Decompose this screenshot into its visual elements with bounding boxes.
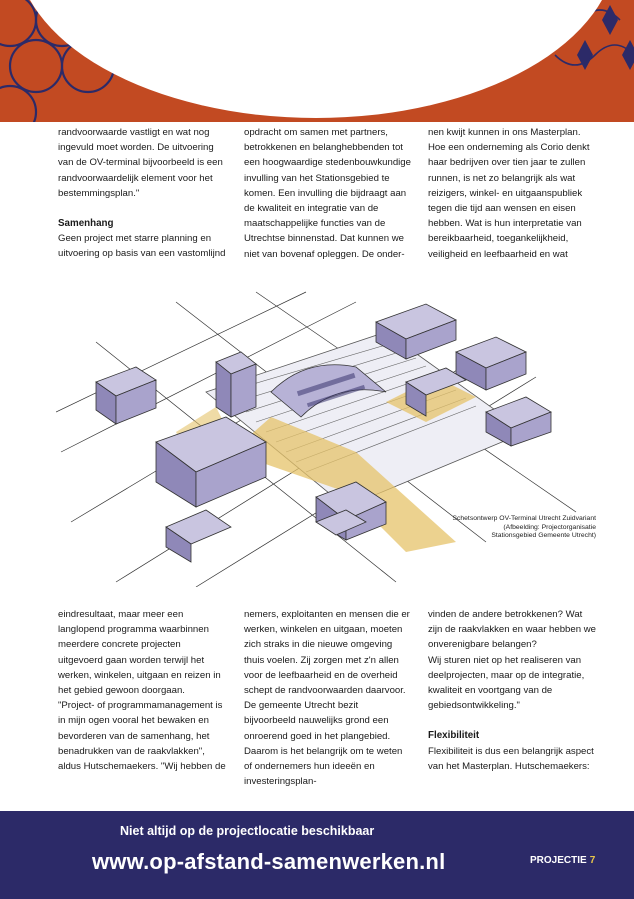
top-column-3 [428, 125, 596, 262]
paragraph: nen kwijt kunnen in ons Masterplan. Hoe een onderneming als Corio denkt haar bedrijven over tien jaar te zullen runnen, is net zo belangrijk als wat reizigers, winkel- en uitgaanspubliek tegen die tijd aan wensen en eisen hebben. Wat is hun interpretatie van bereikbaarheid, toegankelijkheid, veiligheid en leefbaarheid en wat [428, 127, 590, 260]
paragraph: Flexibiliteit is dus een belangrijk aspect van het Masterplan. Hutschemaekers: [428, 745, 594, 772]
paragraph: nemers, exploitanten en mensen die er werken, winkelen en uitgaan, moeten zich straks in die nieuwe omgeving thuis voelen. Zij zorgen met z'n allen voor de leefbaarheid en de overheid schept de randvoorwaarden daarvoor. De gemeente Utrecht bezit bijvoorbeeld nauwelijks grond een onroerend goed in het plangebied. Daarom is het belangrijk om te weten of ondernemers hun ideeën en investeringsplan- [244, 609, 410, 788]
brand-name: PROJECTIE [530, 855, 587, 866]
paragraph: vinden de andere betrokkenen? Wat zijn de raakvlakken en waar hebben we onverenigbare belangen? [428, 609, 596, 651]
caption-line: Stationsgebied Gemeente Utrecht) [491, 532, 596, 540]
caption-line: Schetsontwerp OV-Terminal Utrecht Zuidvariant [452, 515, 596, 522]
paragraph: randvoorwaarde vastligt en wat nog ingevuld moet worden. De uitvoering van de OV-terminal bijvoorbeeld is een randvoorwaardelijk element voor het bestemmingsplan." [58, 127, 223, 199]
section-heading-flexibiliteit: Flexibiliteit [428, 730, 480, 742]
paragraph: Geen project met starre planning en uitvoering op basis van een vastomlijnd [58, 233, 226, 260]
paragraph: eindresultaat, maar meer een langlopend programma waarbinnen meerdere concrete projecten uitgevoerd gaan worden terwijl het werken, winkelen, uitgaan en reizen in het gebied gewoon doorgaan. [58, 609, 221, 697]
caption-line: (Afbeelding: Projectorganisatie [503, 523, 596, 531]
footer-url-link[interactable]: www.op-afstand-samenwerken.nl [92, 849, 446, 874]
top-column-2 [244, 125, 412, 262]
footer-tagline: Niet altijd op de projectlocatie beschikbaar [120, 824, 375, 838]
figure-caption [388, 515, 596, 541]
bottom-column-1 [58, 607, 226, 774]
station-area-sketch [56, 282, 606, 587]
paragraph: Wij sturen niet op het realiseren van deelprojecten, maar op de integratie, kwaliteit en voortgang van de gebiedsontwikkeling." [428, 654, 585, 712]
bottom-column-2 [244, 607, 412, 789]
section-heading-samenhang: Samenhang [58, 218, 114, 230]
paragraph: opdracht om samen met partners, betrokkenen en belanghebbenden tot een hoogwaardige stedenbouwkundige invulling van het Stationsgebied te komen. Een invulling die bijdraagt aan de kwaliteit en integratie van de maatschappelijke functies van de Utrechtse binnenstad. Dat kunnen we niet van bovenaf opleggen. De onder- [244, 127, 411, 260]
paragraph: "Project- of programmamanagement is in mijn ogen vooral het bewaken en bevorderen van de samenhang, het benadrukken van de raakvlakken", aldus Hutschemaekers. "Wij hebben de [58, 700, 226, 773]
top-column-1 [58, 125, 226, 262]
header-decoration [0, 0, 634, 122]
page-number: 7 [589, 855, 596, 866]
footer-banner [0, 811, 634, 899]
bottom-column-3 [428, 607, 596, 774]
magazine-brand [530, 855, 595, 866]
